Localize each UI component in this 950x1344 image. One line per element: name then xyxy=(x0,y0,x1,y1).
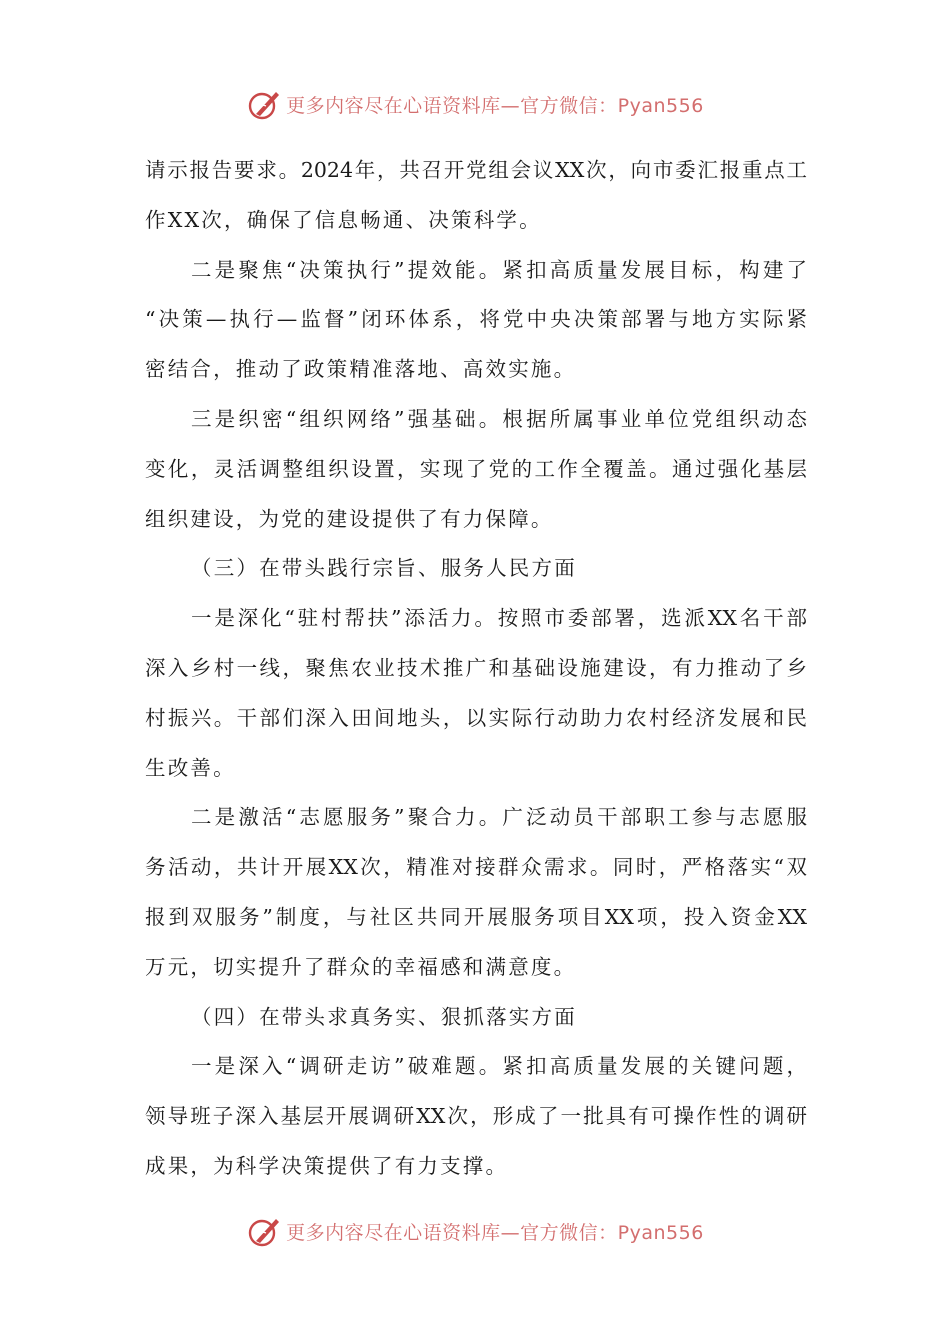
body-line: 密结合，推动了政策精准落地、高效实施。 xyxy=(145,357,577,382)
body-line: 组织建设，为党的建设提供了有力保障。 xyxy=(145,506,554,531)
body-line: 报到双服务”制度，与社区共同开展服务项目XX项，投入资金XX xyxy=(145,904,807,929)
section-heading: （三）在带头践行宗旨、服务人民方面 xyxy=(191,556,577,581)
body-line: 二是激活“志愿服务”聚合力。广泛动员干部职工参与志愿服 xyxy=(191,805,807,830)
body-line: 三是织密“组织网络”强基础。根据所属事业单位党组织动态 xyxy=(191,406,807,431)
header-watermark xyxy=(0,84,950,124)
body-line: 务活动，共计开展XX次，精准对接群众需求。同时，严格落实“双 xyxy=(145,855,807,880)
body-line: 成果，为科学决策提供了有力支撑。 xyxy=(145,1153,509,1178)
body-line: 一是深化“驻村帮扶”添活力。按照市委部署，选派XX名干部 xyxy=(191,606,807,631)
body-line: 变化，灵活调整组织设置，实现了党的工作全覆盖。通过强化基层 xyxy=(145,456,807,481)
body-line: 村振兴。干部们深入田间地头，以实际行动助力农村经济发展和民 xyxy=(145,705,807,730)
body-line: 二是聚焦“决策执行”提效能。紧扣高质量发展目标，构建了 xyxy=(191,257,807,282)
body-line: 领导班子深入基层开展调研XX次，形成了一批具有可操作性的调研 xyxy=(145,1104,807,1129)
body-line: 请示报告要求。2024年，共召开党组会议XX次，向市委汇报重点工 xyxy=(145,158,807,182)
body-line: 深入乡村一线，聚焦农业技术推广和基础设施建设，有力推动了乡 xyxy=(145,655,807,680)
body-line: 万元，切实提升了群众的幸福感和满意度。 xyxy=(145,954,577,979)
watermark-text: 更多内容尽在心语资料库—官方微信：Pyan556 xyxy=(286,94,704,117)
body-line: “决策—执行—监督”闭环体系，将党中央决策部署与地方实际紧 xyxy=(145,307,807,332)
watermark-text: 更多内容尽在心语资料库—官方微信：Pyan556 xyxy=(286,1221,704,1244)
footer-watermark xyxy=(0,1211,950,1251)
document-body xyxy=(145,146,807,1192)
section-heading: （四）在带头求真务实、狠抓落实方面 xyxy=(191,1004,577,1029)
body-line: 作XX次，确保了信息畅通、决策科学。 xyxy=(145,207,542,232)
quill-logo-icon xyxy=(246,1213,282,1249)
body-line: 生改善。 xyxy=(145,755,236,780)
quill-logo-icon xyxy=(246,86,282,122)
body-line: 一是深入“调研走访”破难题。紧扣高质量发展的关键问题， xyxy=(191,1054,807,1079)
